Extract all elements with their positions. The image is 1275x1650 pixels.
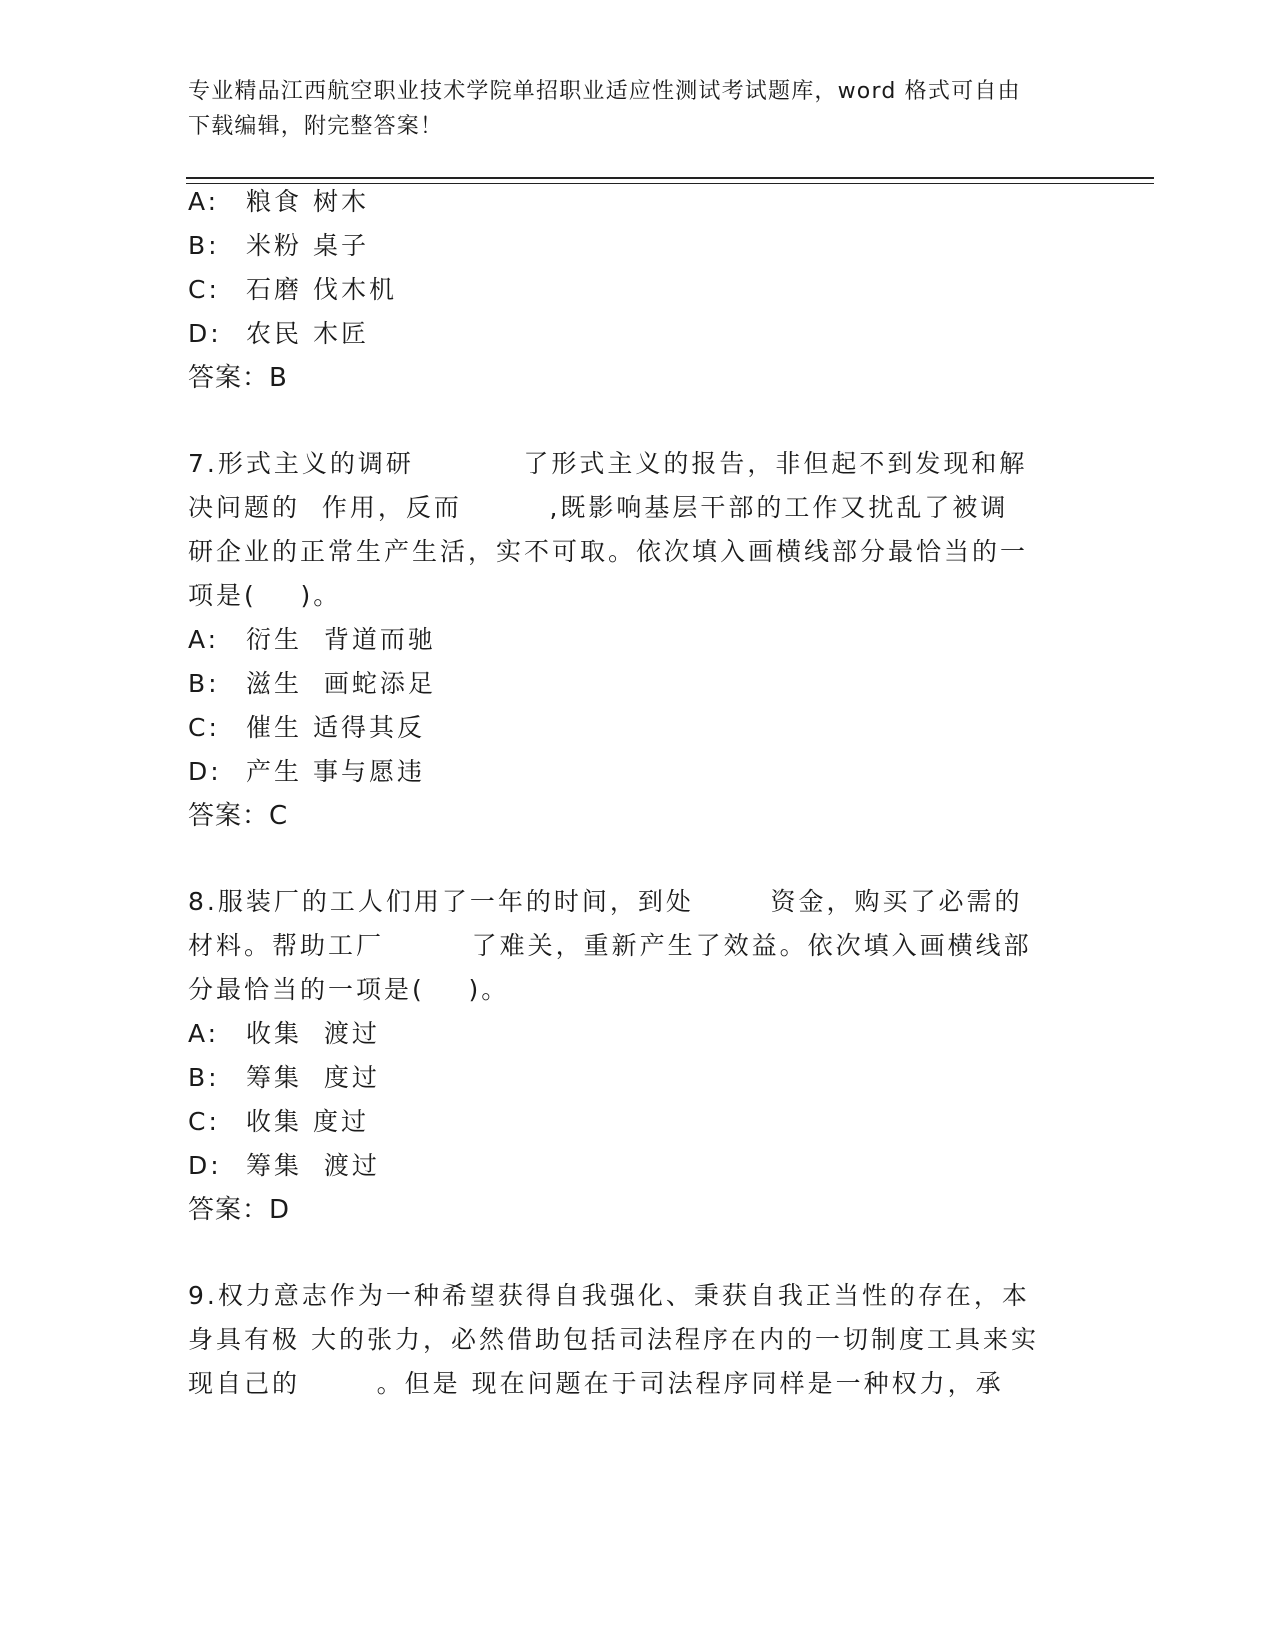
q9-text-line-2: 身具有极 大的张力，必然借助包括司法程序在内的一切制度工具来实 xyxy=(188,1325,1039,1354)
q7-text-line-2: 决问题的 作用，反而 ,既影响基层干部的工作又扰乱了被调 xyxy=(188,493,1009,522)
q8-option-d: D: 筹集 渡过 xyxy=(188,1151,380,1180)
q6-option-b: B: 米粉 桌子 xyxy=(188,231,369,260)
q7-option-c: C: 催生 适得其反 xyxy=(188,713,425,742)
q6-option-c: C: 石磨 伐木机 xyxy=(188,275,397,304)
header-rule-thick xyxy=(186,177,1154,179)
q7-option-d: D: 产生 事与愿违 xyxy=(188,757,425,786)
q8-text-line-1: 8.服装厂的工人们用了一年的时间，到处 资金，购买了必需的 xyxy=(188,887,1023,916)
document-header xyxy=(188,74,1068,144)
q9-text-line-1: 9.权力意志作为一种希望获得自我强化、秉获自我正当性的存在，本 xyxy=(188,1281,1030,1310)
q8-option-c: C: 收集 度过 xyxy=(188,1107,369,1136)
q8-answer: 答案：D xyxy=(188,1195,291,1225)
q7-answer: 答案：C xyxy=(188,801,289,831)
q8-text-line-2: 材料。帮助工厂 了难关，重新产生了效益。依次填入画横线部 xyxy=(188,931,1032,960)
q9-text-line-3: 现自己的 。但是 现在问题在于司法程序同样是一种权力，承 xyxy=(188,1369,1004,1398)
q6-option-a: A: 粮食 树木 xyxy=(188,187,369,216)
q8-option-a: A: 收集 渡过 xyxy=(188,1019,380,1048)
q6-option-d: D: 农民 木匠 xyxy=(188,319,369,348)
q8-option-b: B: 筹集 度过 xyxy=(188,1063,380,1092)
q8-text-line-3: 分最恰当的一项是( )。 xyxy=(188,975,510,1004)
q7-text-line-4: 项是( )。 xyxy=(188,581,342,610)
q7-text-line-1: 7.形式主义的调研 了形式主义的报告，非但起不到发现和解 xyxy=(188,449,1028,478)
q7-text-line-3: 研企业的正常生产生活，实不可取。依次填入画横线部分最恰当的一 xyxy=(188,537,1029,566)
q6-answer: 答案：B xyxy=(188,363,288,393)
q7-option-b: B: 滋生 画蛇添足 xyxy=(188,669,436,698)
q7-option-a: A: 衍生 背道而驰 xyxy=(188,625,436,654)
header-line-2: 下载编辑，附完整答案！ xyxy=(188,114,444,139)
header-line-1: 专业精品江西航空职业技术学院单招职业适应性测试考试题库，word 格式可自由 xyxy=(188,79,1021,104)
